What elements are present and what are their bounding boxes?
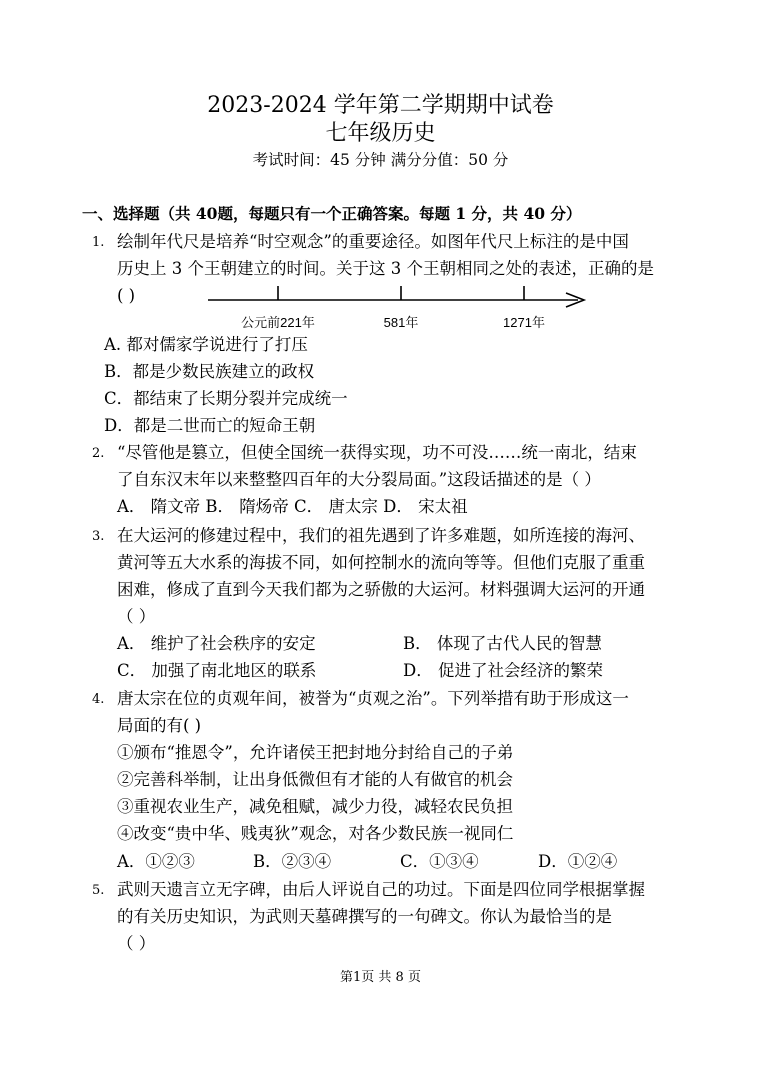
question-number: 5.: [92, 883, 105, 898]
option-d: D．都是二世而亡的短命王朝: [104, 416, 316, 435]
page-footer: 第1页 共 8 页: [340, 970, 421, 985]
timeline-label: 公元前221年: [241, 315, 315, 330]
page-subtitle: 七年级历史: [325, 121, 436, 146]
question-text-line: 在大运河的修建过程中，我们的祖先遇到了许多难题，如所连接的海河、: [117, 526, 645, 545]
option-b: B． 体现了古代人民的智慧: [403, 634, 602, 653]
statement-item: ①颁布“推恩令”，允许诸侯王把封地分封给自己的子弟: [117, 743, 514, 762]
question-text-line: 局面的有( ): [117, 716, 202, 735]
option-d: D． 促进了社会经济的繁荣: [403, 661, 603, 680]
page-title: 2023-2024 学年第二学期期中试卷: [207, 93, 554, 118]
question-text-line: 的有关历史知识，为武则天墓碑撰写的一句碑文。你认为最恰当的是: [117, 907, 612, 926]
question-text-line: 历史上 3 个王朝建立的时间。关于这 3 个王朝相同之处的表述，正确的是: [117, 259, 654, 278]
options-row: A． 隋文帝 B． 隋炀帝 C． 唐太宗 D． 宋太祖: [117, 497, 468, 516]
question-text-line: 了自东汉末年以来整整四百年的大分裂局面。”这段话描述的是（ ）: [117, 470, 601, 489]
section-heading: 一、选择题（共 40题，每题只有一个正确答案。每题 1 分，共 40 分）: [82, 204, 582, 223]
question-number: 3.: [92, 529, 105, 544]
statement-item: ③重视农业生产，减免租赋，减少力役，减轻农民负担: [117, 797, 513, 816]
question-text-line: 绘制年代尺是培养“时空观念”的重要途径。如图年代尺上标注的是中国: [117, 232, 629, 251]
statement-item: ②完善科举制，让出身低微但有才能的人有做官的机会: [117, 770, 513, 789]
option-d: D．①②④: [538, 852, 618, 871]
exam-info: 考试时间：45 分钟 满分分值：50 分: [252, 151, 509, 169]
question-text-line: （ ）: [117, 934, 156, 953]
option-a: A．①②③: [117, 852, 195, 871]
question-number: 2.: [92, 446, 105, 461]
option-c: C．都结束了长期分裂并完成统一: [104, 389, 348, 408]
question-text-line: ( ): [117, 286, 136, 305]
option-b: B．都是少数民族建立的政权: [104, 362, 315, 381]
timeline-label: 581年: [383, 315, 419, 330]
question-number: 4.: [92, 692, 105, 707]
option-c: C．①③④: [400, 852, 479, 871]
question-text-line: 困难，修成了直到今天我们都为之骄傲的大运河。材料强调大运河的开通: [117, 580, 645, 599]
statement-item: ④改变“贵中华、贱夷狄”观念，对各少数民族一视同仁: [117, 824, 514, 843]
question-text-line: 黄河等五大水系的海拔不同，如何控制水的流向等等。但他们克服了重重: [117, 553, 645, 572]
question-text-line: 武则天遗言立无字碑，由后人评说自己的功过。下面是四位同学根据掌握: [117, 880, 645, 899]
question-text-line: 唐太宗在位的贞观年间，被誉为“贞观之治”。下列举措有助于形成这一: [117, 689, 629, 708]
option-b: B．②③④: [253, 852, 332, 871]
option-a: A. 都对儒家学说进行了打压: [104, 335, 308, 354]
option-a: A． 维护了社会秩序的安定: [117, 634, 316, 653]
timeline-chart: [206, 284, 590, 332]
question-number: 1.: [92, 235, 105, 250]
question-text-line: “尽管他是篡立，但使全国统一获得实现，功不可没……统一南北，结束: [117, 443, 637, 462]
option-c: C． 加强了南北地区的联系: [117, 661, 317, 680]
timeline-label: 1271年: [503, 315, 545, 330]
question-text-line: （ ）: [117, 607, 156, 626]
